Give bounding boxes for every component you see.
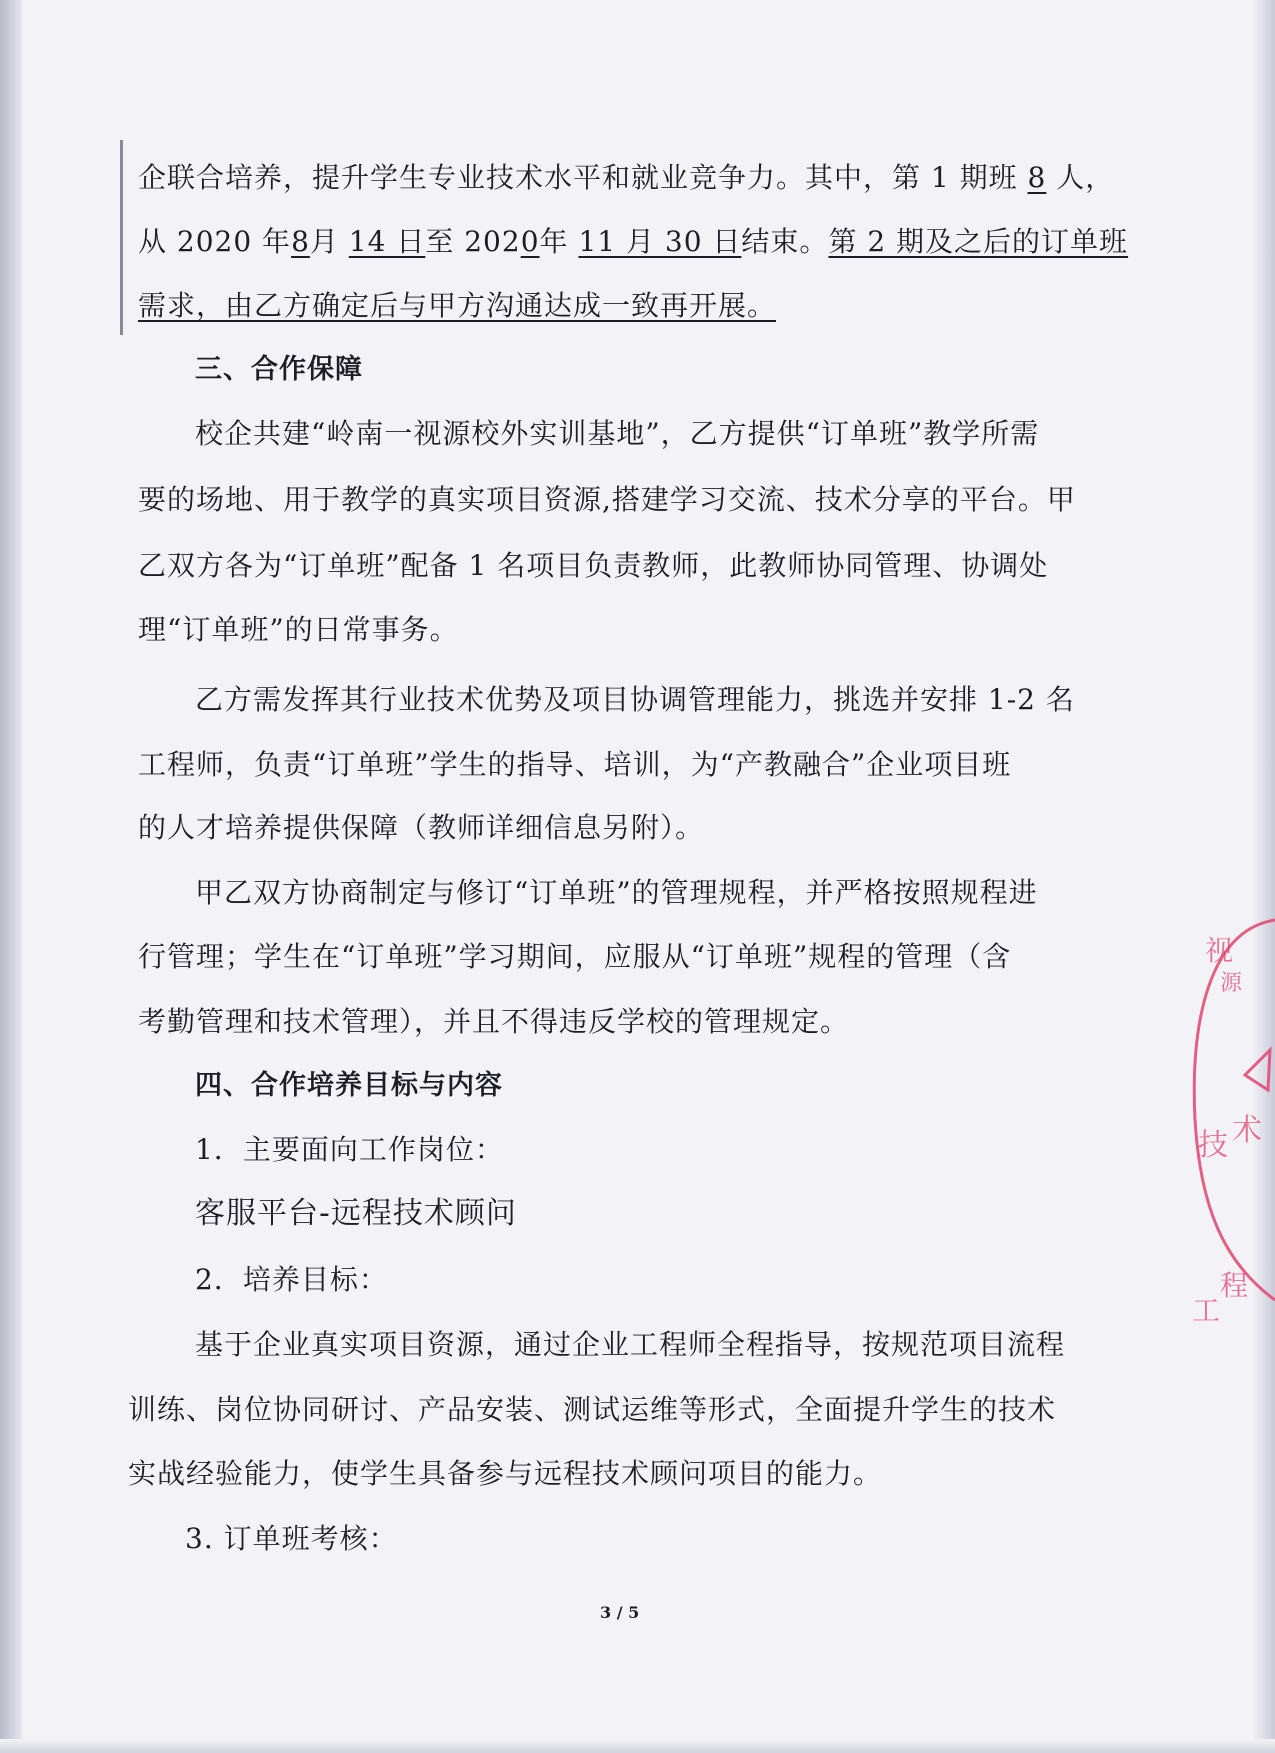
- section2-line-1: [138, 158, 1114, 198]
- scan-edge-bottom: [0, 1739, 1275, 1753]
- item2-line: 训练、岗位协同研讨、产品安装、测试运维等形式，全面提升学生的技术: [128, 1393, 1057, 1426]
- end-year-digit: 0: [520, 225, 540, 258]
- section2-line-3: 需求，由乙方确定后与甲方沟通达成一致再开展。: [138, 289, 777, 322]
- start-day: 14 日: [348, 225, 426, 258]
- section3-heading: 三、合作保障: [195, 354, 363, 385]
- class-count: 8: [1027, 161, 1047, 194]
- svg-text:技: 技: [1198, 1128, 1228, 1163]
- item2-line: 实战经验能力，使学生具备参与远程技术顾问项目的能力。: [128, 1457, 883, 1490]
- section3-p3-line: 考勤管理和技术管理），并且不得违反学校的管理规定。: [138, 1005, 850, 1038]
- text-span: 至 202: [425, 225, 521, 258]
- section3-p2-line: 乙方需发挥其行业技术优势及项目协调管理能力，挑选并安排 1-2 名: [195, 683, 1075, 716]
- section3-p3-line: 甲乙双方协商制定与修订“订单班”的管理规程，并严格按照规程进: [195, 876, 1038, 909]
- scan-edge-left: [0, 0, 22, 1753]
- second-class-clause: 第 2 期及之后的订单班: [828, 225, 1129, 258]
- item1-value: 客服平台-远程技术顾问: [195, 1196, 517, 1231]
- item3-label: 3. 订单班考核：: [185, 1522, 398, 1555]
- svg-text:源: 源: [1220, 971, 1243, 996]
- text-span: 结束。: [741, 225, 829, 258]
- text-span: 从 2020 年: [138, 225, 292, 258]
- svg-text:视: 视: [1205, 934, 1234, 967]
- svg-text:程: 程: [1220, 1269, 1249, 1302]
- start-month: 8: [291, 225, 310, 258]
- svg-text:工: 工: [1192, 1294, 1221, 1327]
- text-span: 年: [539, 225, 569, 258]
- section3-p1-line: 理“订单班”的日常事务。: [138, 613, 459, 646]
- item2-label: 2．培养目标：: [195, 1263, 388, 1296]
- item1-label: 1．主要面向工作岗位：: [195, 1133, 504, 1166]
- scan-edge-right: [1253, 0, 1275, 1753]
- section3-p2-line: 工程师，负责“订单班”学生的指导、培训，为“产教融合”企业项目班: [138, 748, 1012, 781]
- svg-text:术: 术: [1232, 1113, 1262, 1148]
- section3-p1-line: 校企共建“岭南一视源校外实训基地”，乙方提供“订单班”教学所需: [195, 417, 1040, 450]
- end-date: 11 月 30 日: [578, 225, 742, 258]
- page-number: 3 / 5: [600, 1603, 640, 1622]
- item2-line: 基于企业真实项目资源，通过企业工程师全程指导，按规范项目流程: [195, 1328, 1066, 1361]
- section3-p1-line: 乙双方各为“订单班”配备 1 名项目负责教师，此教师协同管理、协调处: [138, 549, 1049, 582]
- section3-p1-line: 要的场地、用于教学的真实项目资源,搭建学习交流、技术分享的平台。甲: [138, 483, 1076, 516]
- revision-bar: [120, 140, 123, 335]
- section2-line-2: [138, 222, 1128, 262]
- section3-p3-line: 行管理；学生在“订单班”学习期间，应服从“订单班”规程的管理（含: [138, 940, 1012, 973]
- section4-heading: 四、合作培养目标与内容: [195, 1070, 503, 1101]
- section3-p2-line: 的人才培养提供保障（教师详细信息另附）。: [138, 811, 705, 844]
- text-span: 人，: [1056, 161, 1115, 194]
- company-seal-icon: [1150, 900, 1275, 1480]
- text-span: 企联合培养，提升学生专业技术水平和就业竞争力。其中，第 1 期班: [138, 161, 1018, 194]
- text-span: 月: [309, 225, 339, 258]
